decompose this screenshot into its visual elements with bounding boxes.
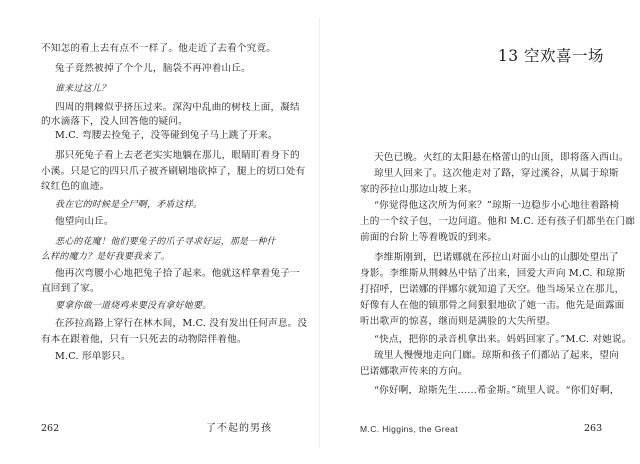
text-line: 好像有人在他的镇那骨之间狠狠地砍了她一击。他先是面露面 bbox=[360, 300, 625, 311]
text-line: 有本在跟着他，只有一只死去的动物陪伴着他。 bbox=[41, 334, 247, 345]
text-line: 琼里人回来了。这次他走对了路，穿过溪谷，从属于琼斯 bbox=[374, 168, 619, 179]
text-line: 四周的荆棘似乎挤压过来。深沟中乱曲的树枝上面，凝结 bbox=[55, 102, 300, 113]
right-page bbox=[320, 0, 640, 464]
text-line: 直回到了家。 bbox=[41, 283, 100, 294]
text-line: M.C. 形单影只。 bbox=[55, 351, 131, 362]
text-line: 么样的魔力？是好我要我来了。 bbox=[41, 252, 170, 262]
text-line: 打招呼，巴诺娜的伴娜尔就知道了天空。他当场呆立在那儿， bbox=[360, 284, 625, 295]
text-line: 他望向山丘。 bbox=[55, 216, 114, 227]
page-number: 262 bbox=[41, 423, 60, 434]
text-line: 听出歌声的惊喜，继而则是满脸的大失所望。 bbox=[360, 316, 556, 327]
text-line: 身影。李维斯从荆棘丛中钻了出来，回爱大声向 M.C. 和琼斯 bbox=[360, 268, 626, 279]
text-line: 他再次弯腰小心地把兔子拾了起来。他就这样拿着兔子一 bbox=[55, 268, 300, 279]
text-line: 在莎拉高路上穿行在林木间，M.C. 没有发出任何声息。没 bbox=[55, 318, 308, 329]
text-line: 不知怎的看上去有点不一样了。他走近了去看个究竟。 bbox=[41, 43, 277, 54]
running-title: 了不起的男孩 bbox=[206, 423, 272, 434]
text-line: 那只死兔子看上去老老实实地躺在那儿，眼睛盯着身下的 bbox=[55, 150, 300, 161]
text-line: 恶心的花魔！他们要兔子的爪子寻求好运，那是一种什 bbox=[55, 237, 276, 247]
running-title: M.C. Higgins, the Great bbox=[360, 424, 459, 434]
text-line: 小溪。只是它的四只爪子被齐刷刷地砍掉了，腿上的切口处有 bbox=[41, 166, 306, 177]
text-line: 纹红色的血迹。 bbox=[41, 181, 110, 192]
text-line: “你觉得他这次所为何来？”琼斯一边稳步小心地往着路椅 bbox=[374, 200, 620, 211]
text-line: “快点，把你的录音机拿出来。妈妈回家了。”M.C. 对她说。 bbox=[374, 334, 632, 345]
chapter-title: 13 空欢喜一场 bbox=[497, 47, 604, 65]
text-line: 兔子竟然被掉了个个儿，脑袋不再冲着山丘。 bbox=[55, 63, 251, 74]
text-line: 李维斯刚到，巴诺娜就在莎拉山对面小山的山脚处望出了 bbox=[374, 252, 619, 263]
text-line: 要拿你做一道烧鸡来要没有拿好她要。 bbox=[55, 301, 212, 311]
text-line: “你好啊，琼斯先生……希金斯。”琉里人说。“你们好啊， bbox=[374, 385, 620, 396]
text-line: 的水滴落下，没人回答他的疑问。 bbox=[41, 116, 188, 127]
text-line: 谁来过这儿？ bbox=[55, 84, 111, 94]
text-line: 家的莎拉山那边山坡上来。 bbox=[360, 184, 478, 195]
page-number: 263 bbox=[584, 423, 603, 434]
text-line: 琉里人慢慢地走向门廊。琼斯和孩子们都站了起来，望向 bbox=[374, 350, 619, 361]
text-line: 天色已晚。火红的太阳悬在格蕾山的山顶，即将落入西山。 bbox=[374, 152, 629, 163]
text-line: M.C. 弯腰去捡兔子，没等碰到兔子马上跳了开来。 bbox=[55, 130, 278, 141]
text-line: 前面的台阶上等着晚饭的到来。 bbox=[360, 232, 498, 243]
text-line: 上的一个纹子包，一边问道。他和 M.C. 还有孩子们都坐在门廊 bbox=[360, 216, 636, 227]
text-line: 巴诺娜歌声传来的方向。 bbox=[360, 366, 468, 377]
text-line: 我在它的时候是全尸啊，矛盾这样。 bbox=[55, 200, 203, 210]
